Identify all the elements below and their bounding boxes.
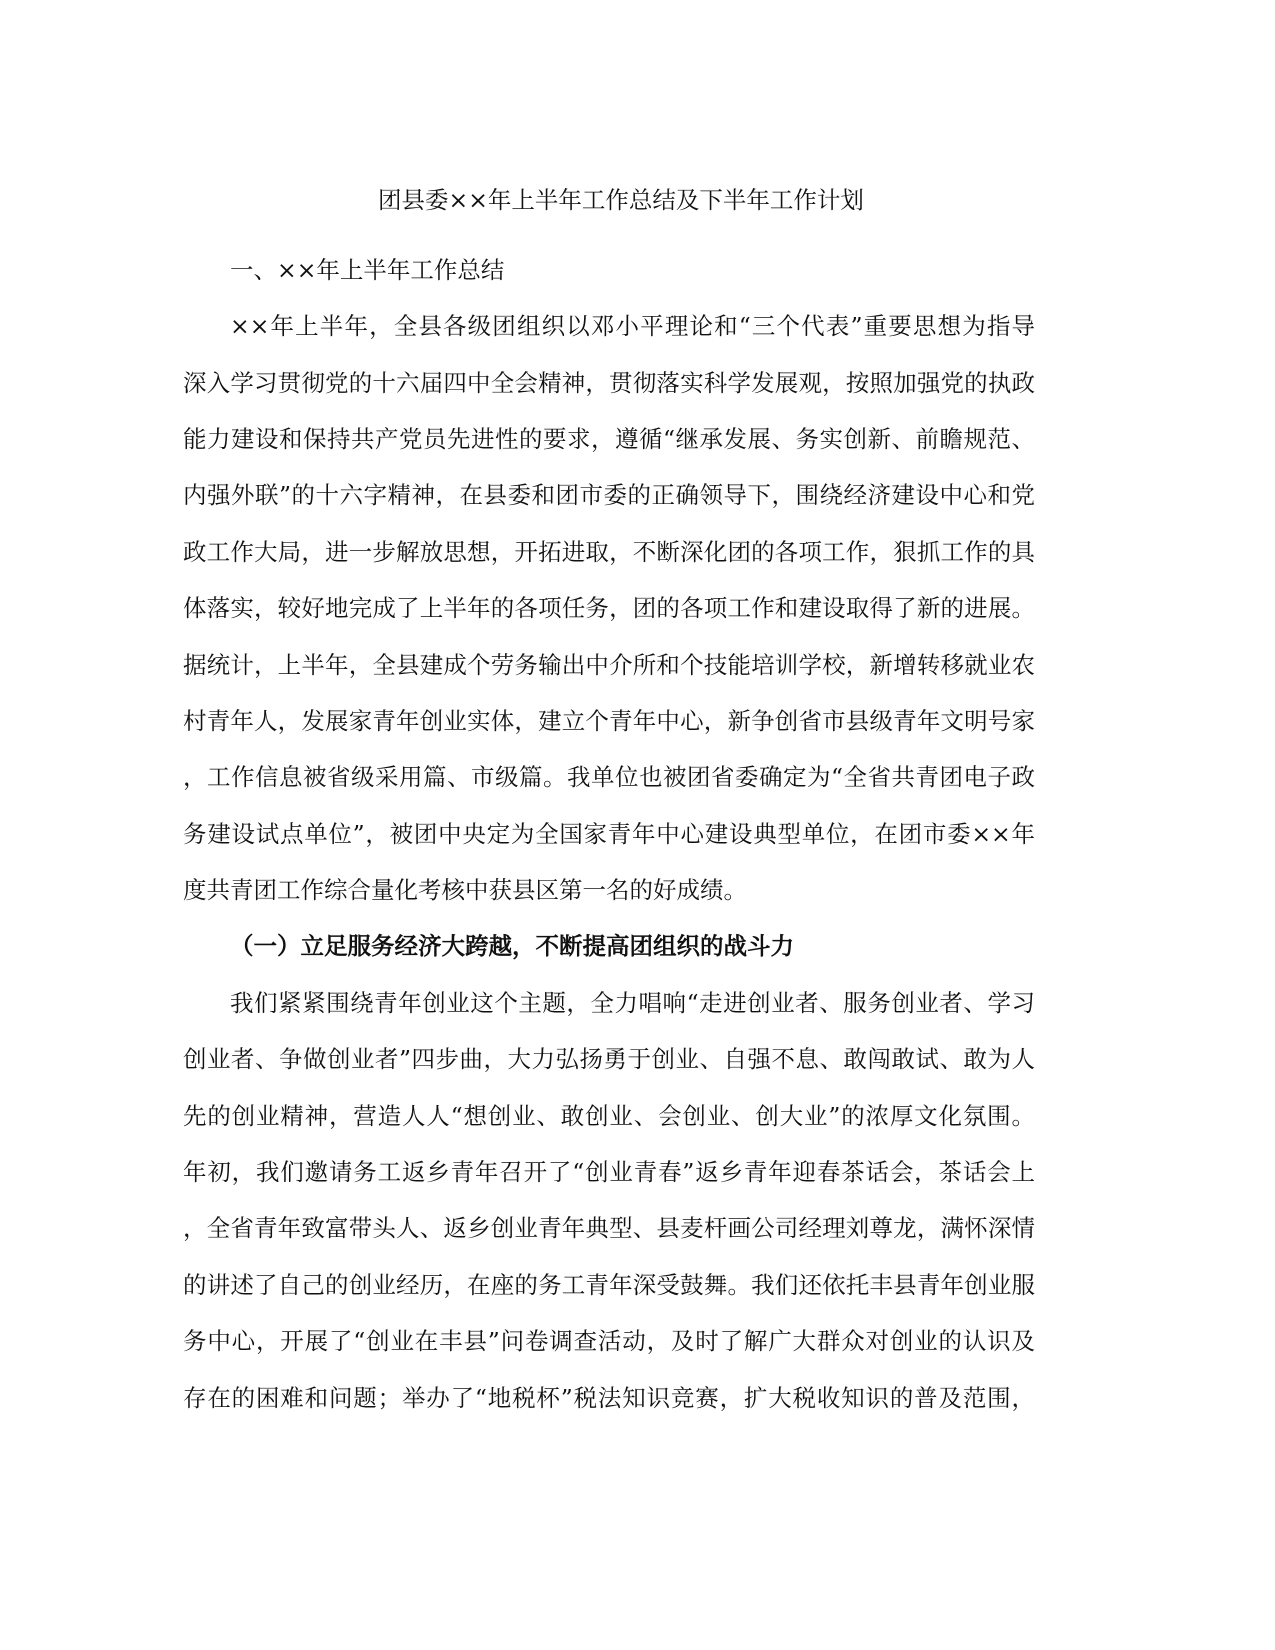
paragraph-1 — [183, 298, 1035, 918]
paragraph-line: 能力建设和保持共产党员先进性的要求，遵循“继承发展、务实创新、前瞻规范、 — [183, 424, 1035, 453]
paragraph-line: 创业者、争做创业者”四步曲，大力弘扬勇于创业、自强不息、敢闯敢试、敢为人 — [183, 1045, 1035, 1074]
paragraph-2 — [183, 975, 1035, 1426]
paragraph-line: 体落实，较好地完成了上半年的各项任务，团的各项工作和建设取得了新的进展。 — [183, 594, 1035, 623]
paragraph-line: 务中心，开展了“创业在丰县”问卷调查活动，及时了解广大群众对创业的认识及 — [183, 1327, 1035, 1356]
paragraph-line: ××年上半年，全县各级团组织以邓小平理论和“三个代表”重要思想为指导 — [230, 312, 1035, 341]
subsection-heading: （一）立足服务经济大跨越，不断提高团组织的战斗力 — [230, 932, 794, 961]
paragraph-line: 先的创业精神，营造人人“想创业、敢创业、会创业、创大业”的浓厚文化氛围。 — [183, 1101, 1035, 1130]
paragraph-line: 据统计，上半年，全县建成个劳务输出中介所和个技能培训学校，新增转移就业农 — [183, 650, 1035, 679]
paragraph-line: 存在的困难和问题；举办了“地税杯”税法知识竞赛，扩大税收知识的普及范围， — [183, 1383, 1035, 1412]
paragraph-line: 我们紧紧围绕青年创业这个主题，全力唱响“走进创业者、服务创业者、学习 — [230, 988, 1035, 1017]
document-body — [183, 172, 1035, 1426]
paragraph-line: 年初，我们邀请务工返乡青年召开了“创业青春”返乡青年迎春茶话会，茶话会上 — [183, 1158, 1035, 1187]
document-title: 团县委××年上半年工作总结及下半年工作计划 — [378, 186, 864, 214]
section-heading: 一、××年上半年工作总结 — [230, 255, 505, 284]
paragraph-line: 村青年人，发展家青年创业实体，建立个青年中心，新争创省市县级青年文明号家 — [183, 706, 1035, 735]
paragraph-line: 的讲述了自己的创业经历，在座的务工青年深受鼓舞。我们还依托丰县青年创业服 — [183, 1270, 1035, 1299]
paragraph-line: 内强外联”的十六字精神，在县委和团市委的正确领导下，围绕经济建设中心和党 — [183, 481, 1035, 510]
paragraph-line: 务建设试点单位”，被团中央定为全国家青年中心建设典型单位，在团市委××年 — [183, 819, 1035, 848]
paragraph-line: 深入学习贯彻党的十六届四中全会精神，贯彻落实科学发展观，按照加强党的执政 — [183, 368, 1035, 397]
paragraph-line: ，工作信息被省级采用篇、市级篇。我单位也被团省委确定为“全省共青团电子政 — [183, 763, 1035, 792]
paragraph-line: 政工作大局，进一步解放思想，开拓进取，不断深化团的各项工作，狠抓工作的具 — [183, 537, 1035, 566]
paragraph-line: 度共青团工作综合量化考核中获县区第一名的好成绩。 — [183, 876, 747, 905]
paragraph-line: ，全省青年致富带头人、返乡创业青年典型、县麦杆画公司经理刘尊龙，满怀深情 — [183, 1214, 1035, 1243]
